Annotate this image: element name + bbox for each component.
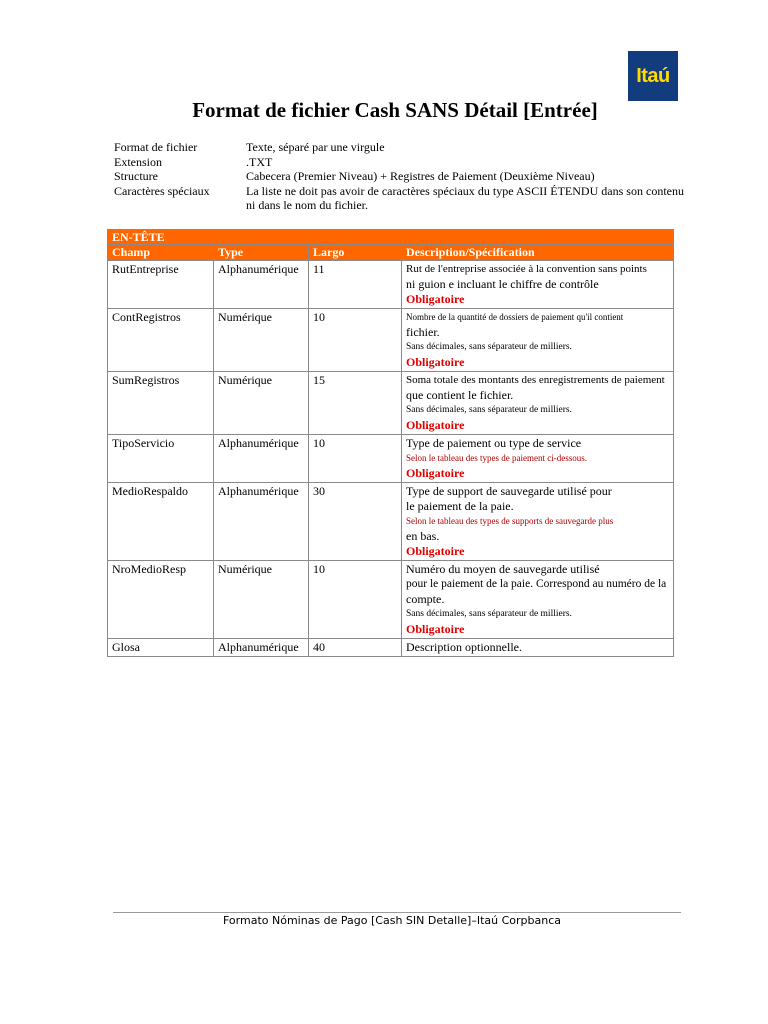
required-label: Obligatoire <box>406 418 465 432</box>
desc-note: Sans décimales, sans séparateur de milliers. <box>406 609 572 619</box>
column-header-row <box>108 245 674 261</box>
table-row <box>108 372 674 435</box>
cell-champ: ContRegistros <box>108 309 214 372</box>
cell-largo: 11 <box>309 261 402 309</box>
table-row <box>108 435 674 483</box>
desc-line: pour le paiement de la paie. Correspond au numéro de la <box>406 578 667 590</box>
desc-line: Description optionnelle. <box>406 640 522 654</box>
desc-note-red: Selon le tableau des types de paiement ci-dessous. <box>406 453 587 463</box>
section-title: EN-TÊTE <box>108 230 674 245</box>
cell-largo: 10 <box>309 561 402 639</box>
cell-largo: 10 <box>309 435 402 483</box>
cell-type: Numérique <box>214 372 309 435</box>
meta-key: Format de fichier <box>114 140 198 154</box>
desc-line: Type de support de sauvegarde utilisé pour <box>406 484 612 498</box>
required-label: Obligatoire <box>406 292 465 306</box>
cell-largo: 30 <box>309 483 402 561</box>
desc-line: compte. <box>406 592 445 606</box>
cell-description <box>402 639 674 657</box>
file-format-info <box>114 140 684 213</box>
cell-description <box>402 483 674 561</box>
required-label: Obligatoire <box>406 622 465 636</box>
column-header-description: Description/Spécification <box>402 245 674 261</box>
cell-champ: Glosa <box>108 639 214 657</box>
cell-type: Alphanumérique <box>214 639 309 657</box>
meta-row <box>114 169 684 184</box>
document-title: Format de fichier Cash SANS Détail [Entrée] <box>192 98 598 122</box>
cell-champ: NroMedioResp <box>108 561 214 639</box>
table-row <box>108 261 674 309</box>
page-footer: Formato Nóminas de Pago [Cash SIN Detalle]–Itaú Corpbanca <box>223 914 561 927</box>
logo-text: Itaú <box>636 64 670 87</box>
column-header-largo: Largo <box>309 245 402 261</box>
cell-description <box>402 261 674 309</box>
meta-key: Extension <box>114 154 162 169</box>
desc-line: Rut de l'entreprise associée à la convention sans points <box>406 263 647 275</box>
cell-champ: RutEntreprise <box>108 261 214 309</box>
desc-line: le paiement de la paie. <box>406 499 514 513</box>
cell-champ: MedioRespaldo <box>108 483 214 561</box>
meta-key: Caractères spéciaux <box>114 183 210 198</box>
meta-row <box>114 140 684 155</box>
footer-divider <box>113 912 681 913</box>
desc-line: que contient le fichier. <box>406 388 514 402</box>
table-row <box>108 483 674 561</box>
required-label: Obligatoire <box>406 355 465 369</box>
table-row <box>108 561 674 639</box>
column-header-type: Type <box>214 245 309 261</box>
cell-type: Numérique <box>214 309 309 372</box>
cell-largo: 15 <box>309 372 402 435</box>
desc-note-red: Selon le tableau des types de supports de sauvegarde plus <box>406 516 614 526</box>
desc-line: Numéro du moyen de sauvegarde utilisé <box>406 562 600 576</box>
table-row <box>108 309 674 372</box>
itau-logo <box>628 51 678 101</box>
cell-champ: SumRegistros <box>108 372 214 435</box>
meta-row <box>114 184 684 213</box>
meta-value: Cabecera (Premier Niveau) + Registres de Paiement (Deuxième Niveau) <box>246 169 595 183</box>
table-row <box>108 639 674 657</box>
meta-key: Structure <box>114 169 158 183</box>
required-label: Obligatoire <box>406 466 465 480</box>
desc-line: Nombre de la quantité de dossiers de paiement qu'il contient <box>406 312 624 322</box>
cell-description <box>402 435 674 483</box>
cell-description <box>402 372 674 435</box>
cell-champ: TipoServicio <box>108 435 214 483</box>
cell-type: Alphanumérique <box>214 261 309 309</box>
desc-line: en bas. <box>406 529 440 543</box>
desc-line: ni guion e incluant le chiffre de contrôle <box>406 277 599 291</box>
meta-value: Texte, séparé par une virgule <box>246 140 385 154</box>
desc-line: fichier. <box>406 325 440 339</box>
cell-largo: 40 <box>309 639 402 657</box>
desc-line: Type de paiement ou type de service <box>406 436 582 450</box>
meta-row <box>114 155 684 170</box>
header-spec-table <box>107 229 674 657</box>
cell-description <box>402 561 674 639</box>
desc-note: Sans décimales, sans séparateur de milliers. <box>406 342 572 352</box>
column-header-champ: Champ <box>108 245 214 261</box>
cell-type: Alphanumérique <box>214 435 309 483</box>
section-row <box>108 230 674 245</box>
required-label: Obligatoire <box>406 544 465 558</box>
meta-value: La liste ne doit pas avoir de caractères spéciaux du type ASCII ÉTENDU dans son contenu ni dans le nom du fichier. <box>246 183 684 212</box>
cell-description <box>402 309 674 372</box>
desc-line: Soma totale des montants des enregistrements de paiement <box>406 374 665 386</box>
cell-largo: 10 <box>309 309 402 372</box>
desc-note: Sans décimales, sans séparateur de milliers. <box>406 405 572 415</box>
cell-type: Numérique <box>214 561 309 639</box>
cell-type: Alphanumérique <box>214 483 309 561</box>
meta-value: .TXT <box>246 154 273 169</box>
